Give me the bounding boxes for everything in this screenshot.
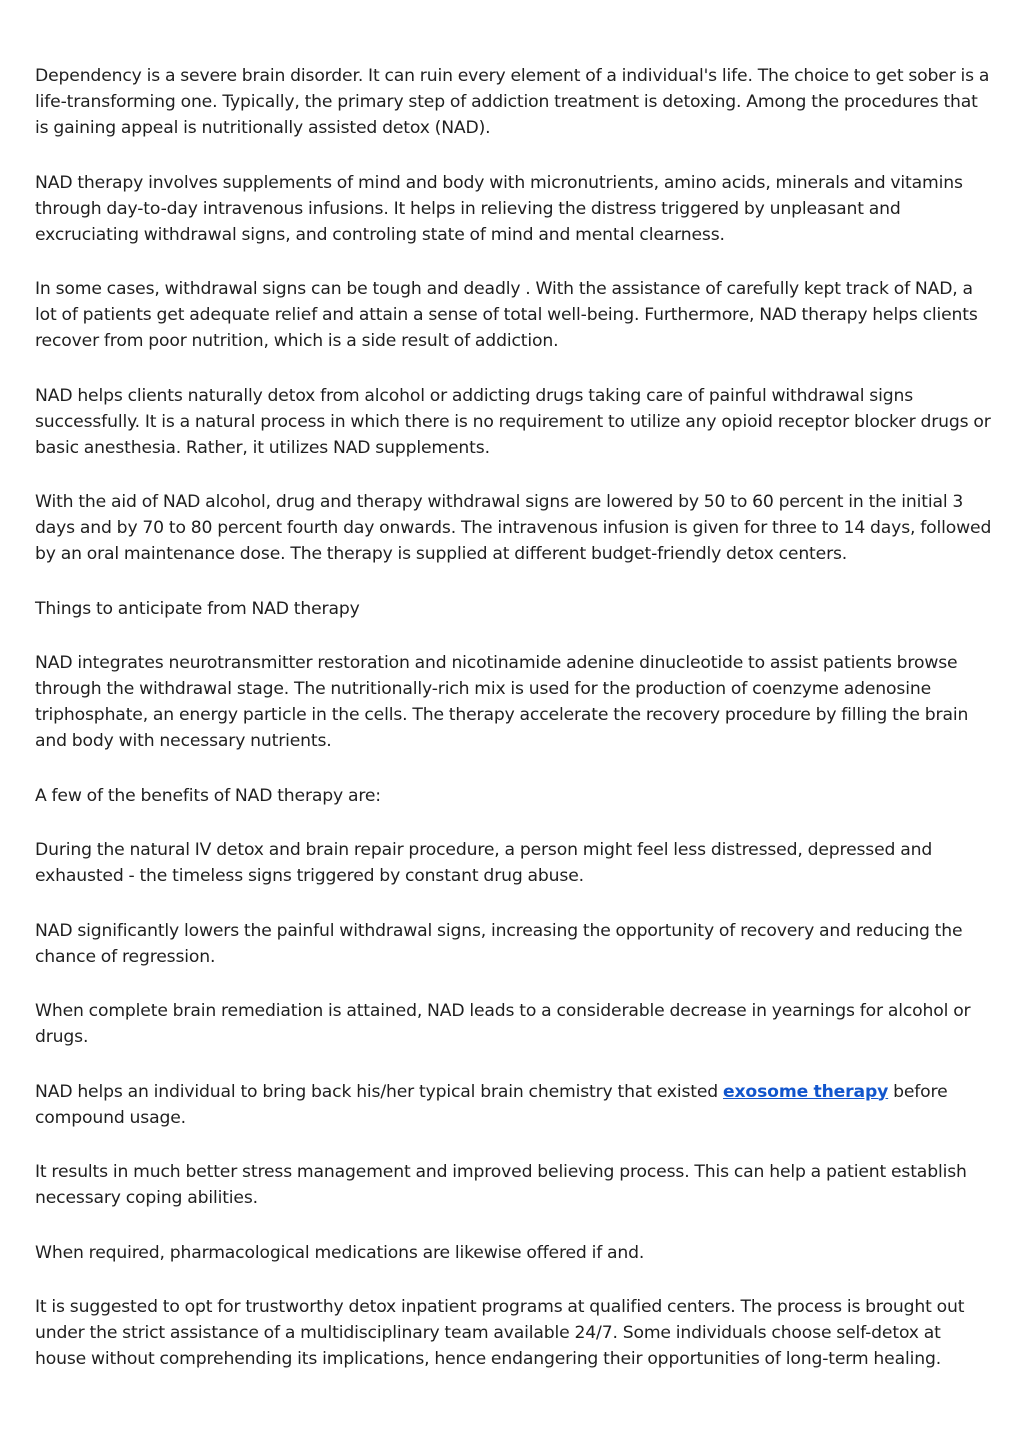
text-after-link: before compound usage. bbox=[35, 1081, 948, 1128]
paragraph-nad-therapy: NAD therapy involves supplements of mind and body with micronutrients, amino acids, minerals and vitamins through day-to-day intravenous infusions. It helps in relieving the distress triggered by unpleasant and excruciating withdrawal signs, and controling state of mind and mental clearness. bbox=[35, 172, 963, 245]
paragraph-benefit-chemistry bbox=[35, 1079, 993, 1131]
paragraph-benefit-withdrawal: NAD significantly lowers the painful withdrawal signs, increasing the opportunity of recovery and reducing the chance of regression. bbox=[35, 920, 963, 967]
paragraph-benefit-cravings: When complete brain remediation is attained, NAD leads to a considerable decrease in yearnings for alcohol or drugs. bbox=[35, 1001, 971, 1047]
text-before-link: NAD helps an individual to bring back his/her typical brain chemistry that existed bbox=[35, 1081, 723, 1102]
paragraph-medications: When required, pharmacological medications are likewise offered if and. bbox=[35, 1242, 645, 1263]
paragraph-withdrawal: In some cases, withdrawal signs can be tough and deadly . With the assistance of carefully kept track of NAD, a lot of patients get adequate relief and attain a sense of total well-being. Furthermore, NAD therapy helps clients recover from poor nutrition, which is a side result of addiction. bbox=[35, 279, 978, 351]
paragraph-programs: It is suggested to opt for trustworthy detox inpatient programs at qualified centers. The process is brought out under the strict assistance of a multidisciplinary team available 24/7. Some individuals choose self-detox at house without comprehending its implications, hence endangering their opportunities of long-term healing. bbox=[35, 1297, 965, 1369]
section-heading-expectations: Things to anticipate from NAD therapy bbox=[35, 598, 360, 619]
paragraph-intro: Dependency is a severe brain disorder. It can ruin every element of a individual's life. The choice to get sober is a life-transforming one. Typically, the primary step of addiction treatment is detoxing. Among the procedures that is gaining appeal is nutritionally assisted detox (NAD). bbox=[35, 66, 990, 138]
paragraph-natural-detox: NAD helps clients naturally detox from alcohol or addicting drugs taking care of painful withdrawal signs successfully. It is a natural process in which there is no requirement to utilize any opioid receptor blocker drugs or basic anesthesia. Rather, it utilizes NAD supplements. bbox=[35, 385, 991, 458]
paragraph-benefit-distress: During the natural IV detox and brain repair procedure, a person might feel less distressed, depressed and exhausted - the timeless signs triggered by constant drug abuse. bbox=[35, 840, 933, 886]
exosome-therapy-link[interactable]: exosome therapy bbox=[722, 1081, 889, 1102]
paragraph-benefit-stress: It results in much better stress management and improved believing process. This can help a patient establish necessary coping abilities. bbox=[35, 1162, 967, 1208]
paragraph-statistics: With the aid of NAD alcohol, drug and therapy withdrawal signs are lowered by 50 to 60 percent in the initial 3 days and by 70 to 80 percent fourth day onwards. The intravenous infusion is given for three to 14 days, followed by an oral maintenance dose. The therapy is supplied at different budget-friendly detox centers. bbox=[35, 492, 992, 564]
section-heading-benefits: A few of the benefits of NAD therapy are: bbox=[35, 785, 381, 806]
paragraph-integration: NAD integrates neurotransmitter restoration and nicotinamide adenine dinucleotide to assist patients browse through the withdrawal stage. The nutritionally-rich mix is used for the production of coenzyme adenosine triphosphate, an energy particle in the cells. The therapy accelerate the recovery procedure by filling the brain and body with necessary nutrients. bbox=[35, 653, 969, 751]
article-body bbox=[35, 63, 993, 1401]
